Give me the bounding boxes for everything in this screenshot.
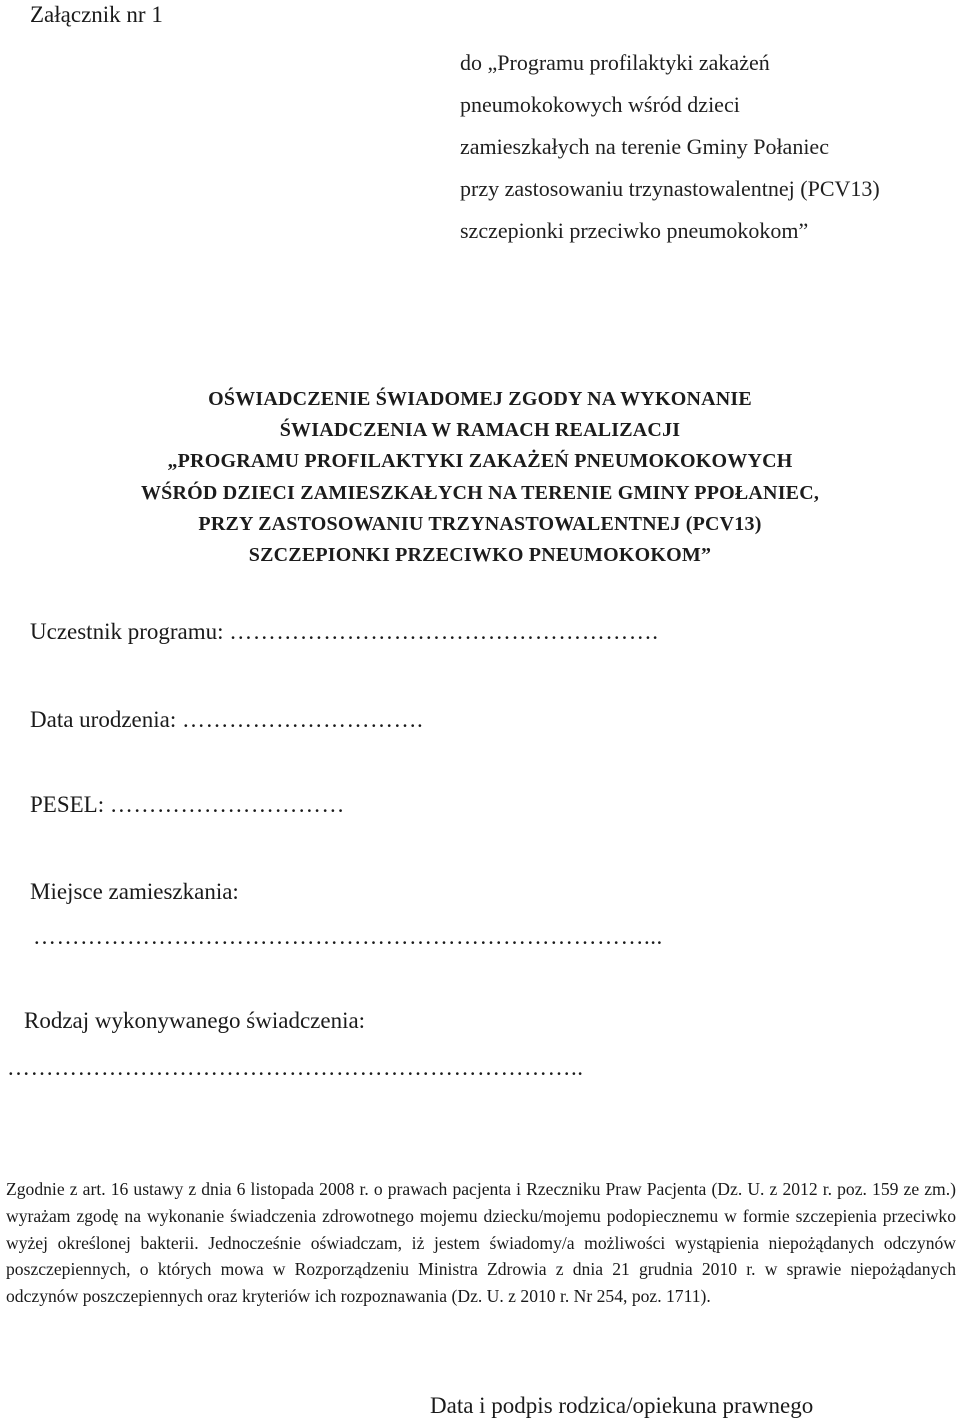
document-title (0, 384, 960, 571)
service-type-label: Rodzaj wykonywanego świadczenia: (24, 1008, 366, 1033)
participant-dots: ………………………………………………. (229, 619, 659, 644)
title-line: ŚWIADCZENIA W RAMACH REALIZACJI (279, 419, 681, 442)
residence-dots[interactable]: ……………………………………………………………………... (33, 924, 663, 949)
title-line: „PROGRAMU PROFILAKTYKI ZAKAŻEŃ PNEUMOKOKOWYCH (167, 450, 793, 473)
program-reference (460, 42, 880, 252)
birth-date-label: Data urodzenia: (30, 707, 177, 732)
pesel-field[interactable] (30, 792, 345, 818)
program-reference-line: zamieszkałych na terenie Gminy Połaniec (460, 134, 829, 159)
title-line: SZCZEPIONKI PRZECIWKO PNEUMOKOKOM” (248, 544, 712, 567)
signature-label: Data i podpis rodzica/opiekuna prawnego (430, 1393, 814, 1418)
service-type-dots[interactable]: ……………………………………………………………….. (7, 1055, 584, 1080)
program-reference-line: przy zastosowaniu trzynastowalentnej (PCV13) (460, 176, 880, 201)
consent-statement: Zgodnie z art. 16 ustawy z dnia 6 listopada 2008 r. o prawach pacjenta i Rzeczniku Praw Pacjenta (Dz. U. z 2012 r. poz. 159 ze zm.) wyrażam zgodę na wykonanie świadczenia zdrowotnego mojemu dziecku/mojemu podopiecznemu w formie szczepienia przeciwko wyżej określonej bakterii. Jednocześnie oświadczam, iż jestem świadomy/a możliwości wystąpienia niepożądanych odczynów poszczepiennych, o których mowa w Rozporządzeniu Ministra Zdrowia z dnia 21 grudnia 2010 r. w sprawie niepożądanych odczynów poszczepiennych oraz kryteriów ich rozpoznawania (Dz. U. z 2010 r. Nr 254, poz. 1711). (6, 1179, 956, 1307)
annex-label: Załącznik nr 1 (30, 2, 163, 27)
birth-date-dots: …………………………. (181, 707, 424, 732)
residence-label: Miejsce zamieszkania: (30, 879, 239, 904)
title-line: WŚRÓD DZIECI ZAMIESZKAŁYCH NA TERENIE GMINY PPOŁANIEC, (140, 481, 820, 504)
program-reference-line: szczepionki przeciwko pneumokokom” (460, 218, 809, 243)
pesel-dots: ………………………… (109, 792, 345, 817)
title-line: PRZY ZASTOSOWANIU TRZYNASTOWALENTNEJ (PCV13) (198, 512, 762, 535)
birth-date-field[interactable] (30, 707, 423, 733)
pesel-label: PESEL: (30, 792, 105, 817)
program-reference-line: pneumokokowych wśród dzieci (460, 92, 740, 117)
participant-label: Uczestnik programu: (30, 619, 224, 644)
program-reference-line: do „Programu profilaktyki zakażeń (460, 50, 770, 75)
participant-field[interactable] (30, 619, 659, 645)
title-line: OŚWIADCZENIE ŚWIADOMEJ ZGODY NA WYKONANIE (208, 388, 752, 410)
